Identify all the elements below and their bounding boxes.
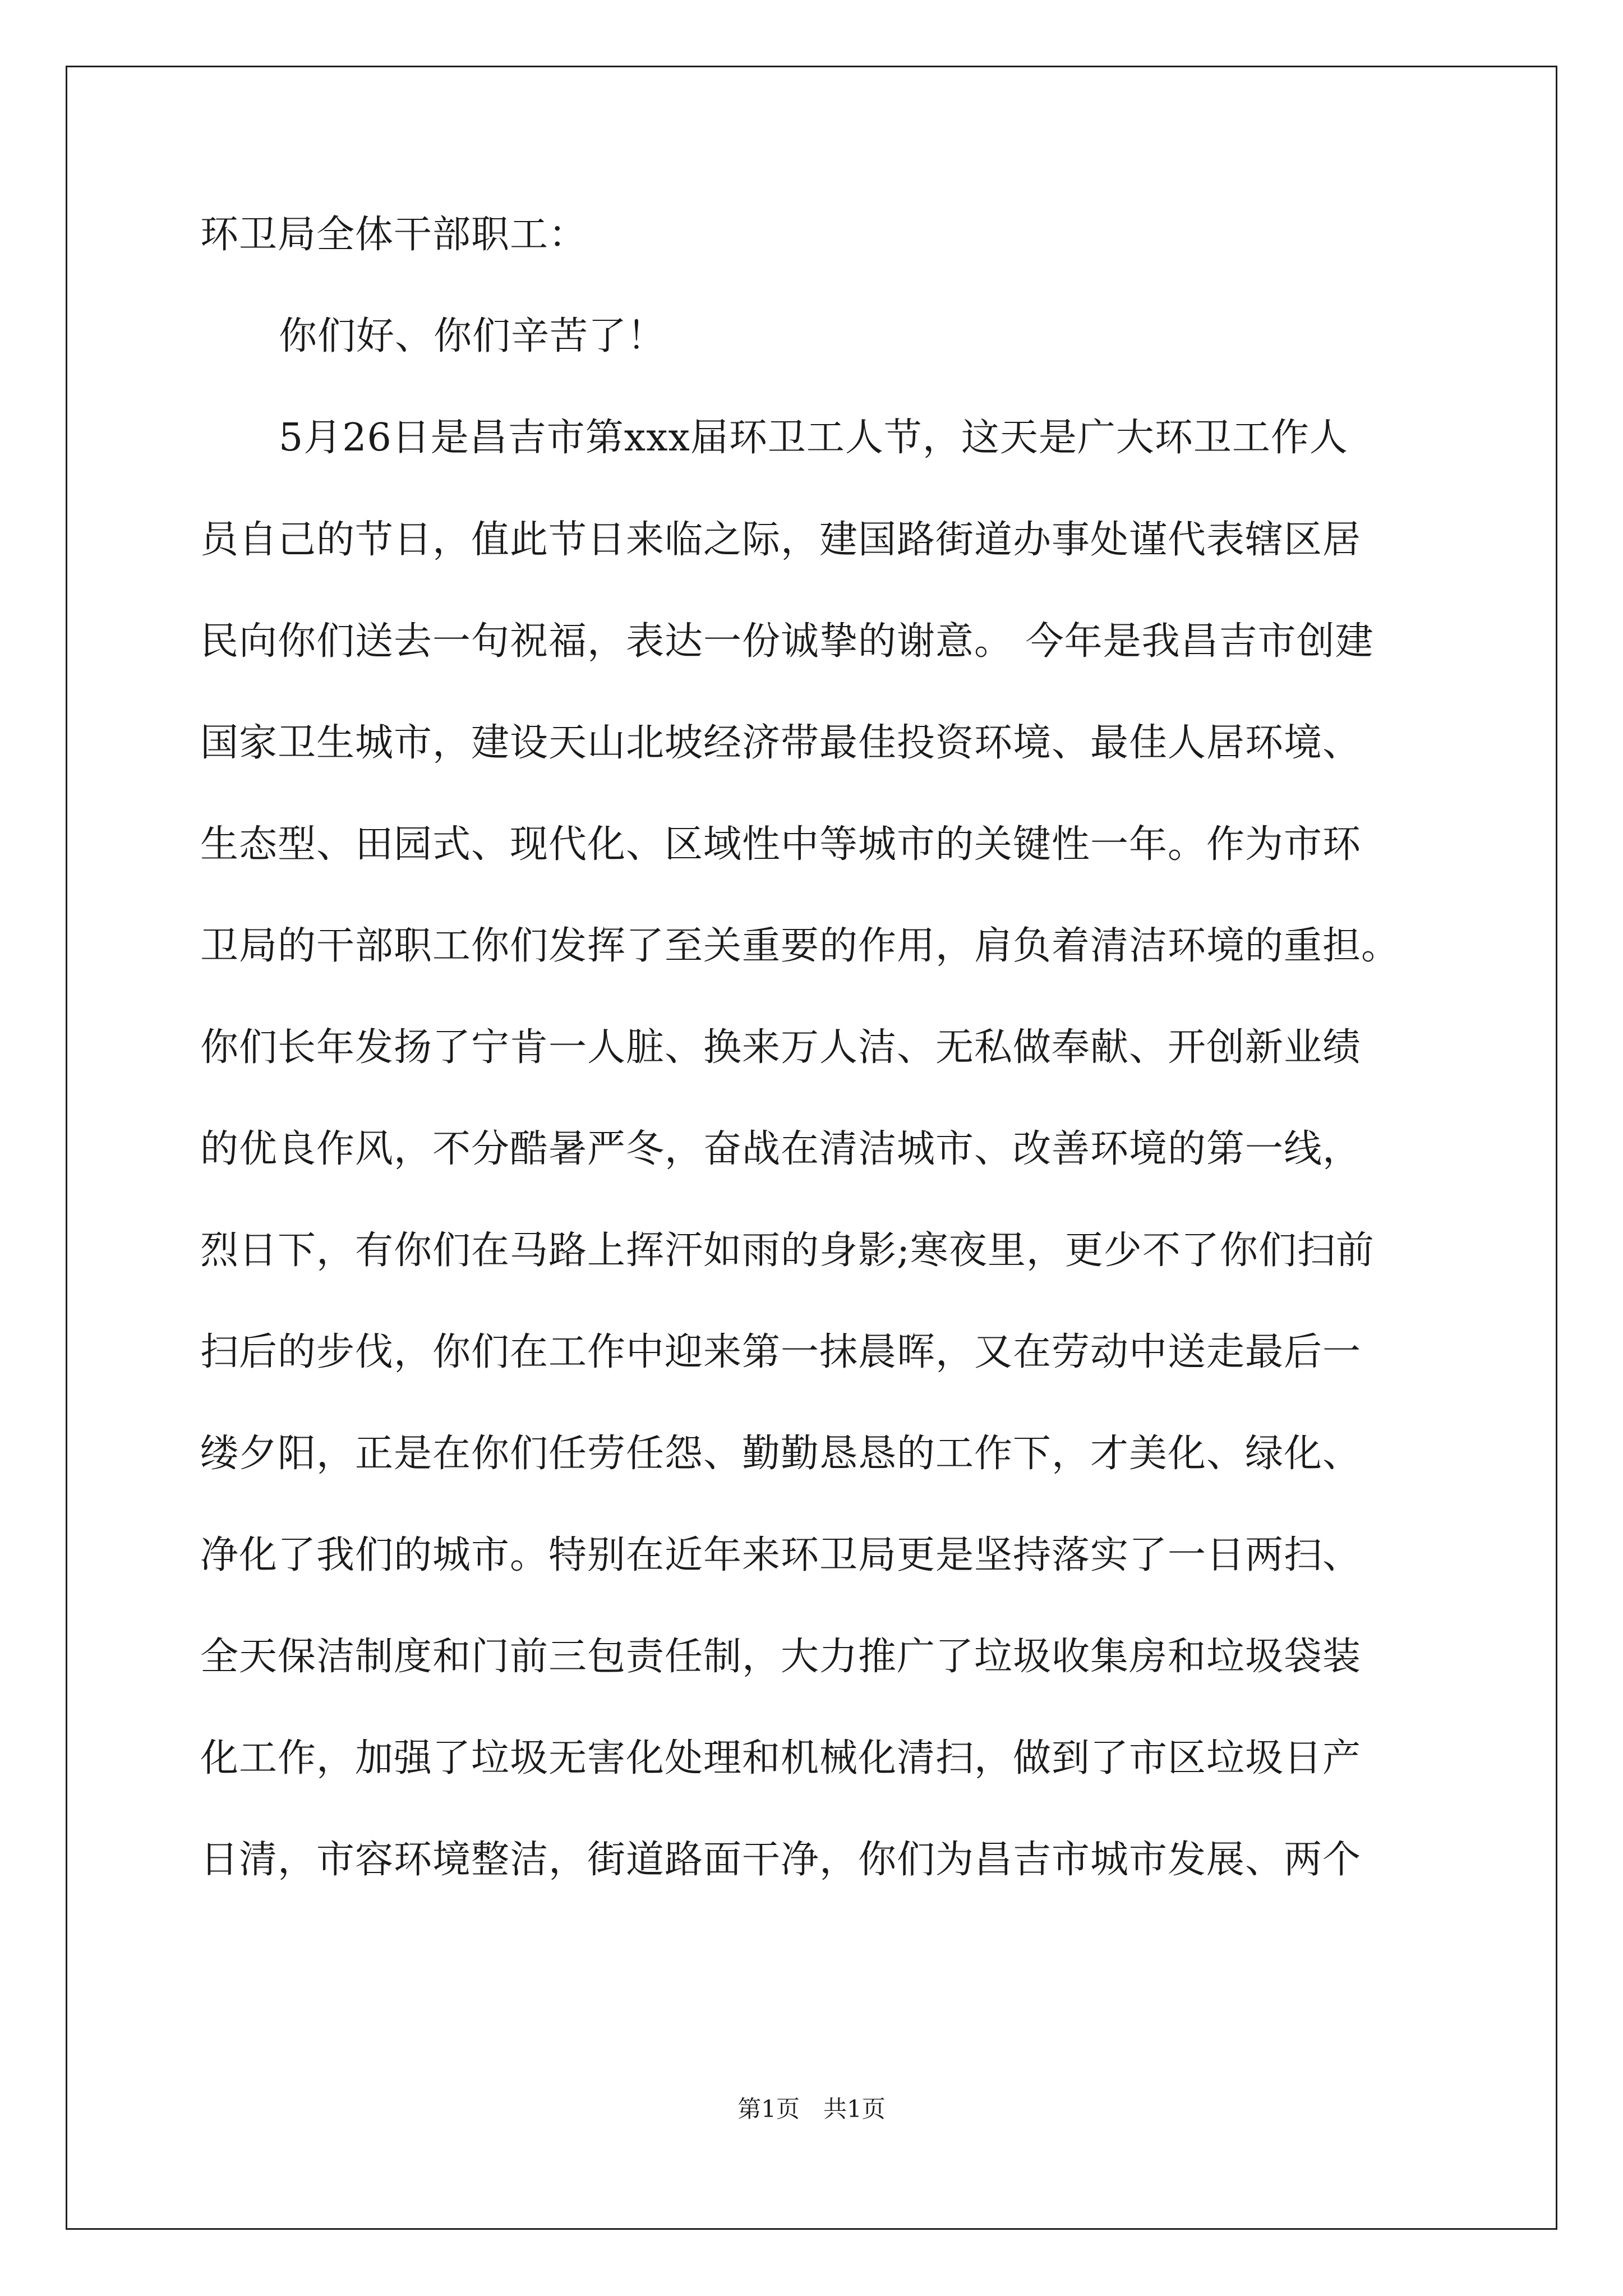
greeting: 你们好、你们辛苦了！	[279, 314, 666, 358]
body-line-6: 卫局的干部职工你们发挥了至关重要的作用，肩负着清洁环境的重担。	[200, 924, 1400, 968]
page-footer: 第1页 共1页	[737, 2095, 886, 2123]
body-line-5: 生态型、田园式、现代化、区域性中等城市的关键性一年。作为市环	[200, 822, 1362, 867]
body-line-13: 全天保洁制度和门前三包责任制，大力推广了垃圾收集房和垃圾袋装	[200, 1635, 1362, 1679]
body-line-1: 5月26日是昌吉市第xxx届环卫工人节，这天是广大环卫工作人	[279, 416, 1348, 460]
body-line-14: 化工作，加强了垃圾无害化处理和机械化清扫，做到了市区垃圾日产	[200, 1736, 1362, 1780]
salutation: 环卫局全体干部职工：	[200, 213, 588, 257]
body-line-10: 扫后的步伐，你们在工作中迎来第一抹晨晖，又在劳动中送走最后一	[200, 1330, 1362, 1374]
body-line-3: 民向你们送去一句祝福，表达一份诚挚的谢意。 今年是我昌吉市创建	[200, 619, 1374, 664]
body-line-2: 员自己的节日，值此节日来临之际，建国路街道办事处谨代表辖区居	[200, 518, 1362, 562]
body-line-9: 烈日下，有你们在马路上挥汗如雨的身影;寒夜里，更少不了你们扫前	[200, 1228, 1375, 1273]
body-line-11: 缕夕阳，正是在你们任劳任怨、勤勤恳恳的工作下，才美化、绿化、	[200, 1432, 1362, 1476]
body-line-12: 净化了我们的城市。特别在近年来环卫局更是坚持落实了一日两扫、	[200, 1533, 1362, 1577]
body-line-7: 你们长年发扬了宁肯一人脏、换来万人洁、无私做奉献、开创新业绩	[200, 1025, 1362, 1070]
body-line-8: 的优良作风，不分酷暑严冬，奋战在清洁城市、改善环境的第一线，	[200, 1127, 1362, 1171]
body-line-15: 日清，市容环境整洁，街道路面干净，你们为昌吉市城市发展、两个	[200, 1838, 1362, 1882]
body-line-4: 国家卫生城市，建设天山北坡经济带最佳投资环境、最佳人居环境、	[200, 721, 1362, 765]
